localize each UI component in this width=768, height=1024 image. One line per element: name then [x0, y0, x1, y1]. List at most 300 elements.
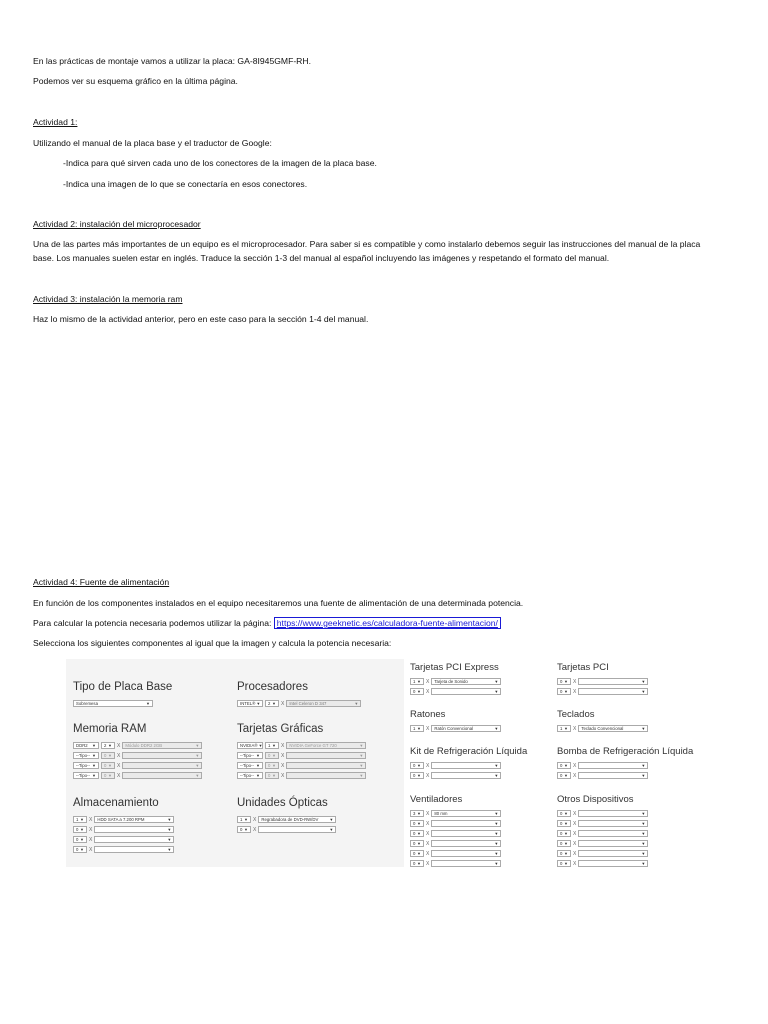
- ventiladores-qty-select-value: 0: [413, 851, 416, 856]
- chevron-down-icon: ▼: [417, 861, 421, 866]
- ventiladores-row: [410, 819, 550, 828]
- chevron-down-icon: ▼: [417, 773, 421, 778]
- chevron-down-icon: ▼: [272, 773, 276, 778]
- chevron-down-icon: ▼: [564, 841, 568, 846]
- bomba-model-select[interactable]: [578, 762, 648, 769]
- graficas-qty-select-value: 0: [268, 773, 271, 778]
- almacenamiento-row: [73, 845, 223, 854]
- times-symbol: X: [573, 830, 577, 837]
- ventiladores-row: [410, 849, 550, 858]
- graficas-type-select-value: --Tipo--: [240, 763, 254, 768]
- chevron-down-icon: ▼: [92, 743, 96, 748]
- chevron-down-icon: ▼: [272, 763, 276, 768]
- opticas-model-select-value: Regrabadora de DVD-RW/DV: [261, 817, 319, 822]
- almacenamiento-qty-select-value: 0: [76, 827, 79, 832]
- times-symbol: X: [426, 860, 430, 867]
- chevron-down-icon: ▼: [244, 817, 248, 822]
- bomba-qty-select-value: 0: [560, 763, 563, 768]
- almacenamiento-title: Almacenamiento: [73, 797, 159, 809]
- otros-row: [557, 849, 697, 858]
- ventiladores-title: Ventiladores: [410, 794, 463, 805]
- ram-type-select[interactable]: [73, 752, 99, 759]
- times-symbol: X: [281, 752, 285, 759]
- graficas-type-select[interactable]: [237, 742, 263, 749]
- chevron-down-icon: ▼: [195, 743, 200, 748]
- times-symbol: X: [117, 772, 121, 779]
- ram-qty-select[interactable]: [101, 752, 115, 759]
- opticas-qty-select-value: 1: [240, 817, 243, 822]
- almacenamiento-qty-select[interactable]: [73, 826, 87, 833]
- chevron-down-icon: ▼: [146, 701, 150, 706]
- ram-qty-select[interactable]: [101, 762, 115, 769]
- kit-qty-select-value: 0: [413, 763, 416, 768]
- chevron-down-icon: ▼: [564, 811, 568, 816]
- chevron-down-icon: ▼: [80, 847, 84, 852]
- times-symbol: X: [573, 850, 577, 857]
- otros-qty-select[interactable]: [557, 810, 571, 817]
- chevron-down-icon: ▼: [494, 726, 499, 731]
- chevron-down-icon: ▼: [167, 817, 172, 822]
- almacenamiento-row: [73, 835, 223, 844]
- ventiladores-qty-select[interactable]: [410, 860, 424, 867]
- graficas-row: [237, 741, 387, 750]
- kit-section: [410, 746, 555, 781]
- chevron-down-icon: ▼: [641, 861, 646, 866]
- times-symbol: X: [573, 860, 577, 867]
- times-symbol: X: [117, 752, 121, 759]
- chevron-down-icon: ▼: [92, 773, 96, 778]
- graficas-row: [237, 751, 387, 760]
- cpu-model-select[interactable]: Intel Celeron D 347 ▼: [286, 700, 361, 707]
- graficas-type-select[interactable]: [237, 772, 263, 779]
- graficas-qty-select[interactable]: [265, 742, 279, 749]
- chevron-down-icon: ▼: [417, 821, 421, 826]
- otros-qty-select[interactable]: [557, 830, 571, 837]
- pci-row: [557, 687, 697, 696]
- otros-qty-select-value: 0: [560, 811, 563, 816]
- ram-type-select-value: --Tipo--: [76, 753, 90, 758]
- chevron-down-icon: ▼: [258, 743, 263, 748]
- opticas-qty-select-value: 0: [240, 827, 243, 832]
- graficas-type-select-value: NVIDIA®: [240, 743, 258, 748]
- ventiladores-model-select[interactable]: [431, 830, 501, 837]
- chevron-down-icon: ▼: [494, 763, 499, 768]
- chevron-down-icon: ▼: [494, 841, 499, 846]
- chevron-down-icon: ▼: [417, 689, 421, 694]
- chevron-down-icon: ▼: [641, 851, 646, 856]
- almacenamiento-qty-select-value: 0: [76, 847, 79, 852]
- otros-qty-select[interactable]: [557, 840, 571, 847]
- graficas-qty-select-value: 1: [268, 743, 271, 748]
- chevron-down-icon: ▼: [256, 773, 260, 778]
- pcie-section: [410, 662, 550, 697]
- teclado-model-select[interactable]: Teclado Convencional ▼: [578, 725, 648, 732]
- graficas-section: [237, 723, 387, 781]
- ram-model-select[interactable]: [122, 742, 202, 749]
- act4-p2: [33, 617, 501, 629]
- times-symbol: X: [573, 772, 577, 779]
- chevron-down-icon: ▼: [641, 689, 646, 694]
- almacenamiento-qty-select[interactable]: [73, 816, 87, 823]
- ventiladores-qty-select[interactable]: [410, 830, 424, 837]
- chevron-down-icon: ▼: [256, 753, 260, 758]
- opticas-qty-select[interactable]: [237, 816, 251, 823]
- ram-model-select[interactable]: [122, 772, 202, 779]
- ram-row: [73, 751, 223, 760]
- chevron-down-icon: ▼: [564, 679, 568, 684]
- graficas-qty-select-value: 0: [268, 763, 271, 768]
- bomba-model-select[interactable]: [578, 772, 648, 779]
- chevron-down-icon: ▼: [272, 743, 276, 748]
- chevron-down-icon: ▼: [494, 773, 499, 778]
- ram-model-select-value: Módulo DDR2 2GB: [125, 743, 163, 748]
- ventiladores-row: [410, 839, 550, 848]
- otros-qty-select[interactable]: [557, 850, 571, 857]
- kit-qty-select[interactable]: [410, 762, 424, 769]
- opticas-row: [237, 815, 387, 824]
- pcie-model-select[interactable]: [431, 678, 501, 685]
- ram-model-select[interactable]: [122, 752, 202, 759]
- act1-intro: Utilizando el manual de la placa base y el traductor de Google:: [33, 138, 272, 148]
- ram-type-select-value: DDR2: [76, 743, 88, 748]
- otros-model-select[interactable]: [578, 860, 648, 867]
- ventiladores-qty-select-value: 0: [413, 831, 416, 836]
- act1-title: Actividad 1:: [33, 117, 78, 127]
- chevron-down-icon: ▼: [494, 679, 499, 684]
- otros-section: [557, 794, 697, 869]
- ventiladores-row: [410, 859, 550, 868]
- times-symbol: X: [281, 772, 285, 779]
- times-symbol: X: [426, 678, 430, 685]
- times-symbol: X: [253, 826, 257, 833]
- pci-model-select[interactable]: [578, 678, 648, 685]
- kit-model-select[interactable]: [431, 762, 501, 769]
- act3-title: Actividad 3: instalación la memoria ram: [33, 294, 183, 304]
- otros-model-select[interactable]: [578, 840, 648, 847]
- times-symbol: X: [573, 688, 577, 695]
- otros-qty-select[interactable]: [557, 820, 571, 827]
- almacenamiento-row: [73, 825, 223, 834]
- chevron-down-icon: ▼: [494, 811, 499, 816]
- ram-qty-select[interactable]: [101, 772, 115, 779]
- times-symbol: X: [253, 816, 257, 823]
- act1-item-1: -Indica para qué sirven cada uno de los conectores de la imagen de la placa base.: [63, 158, 377, 168]
- otros-row: [557, 819, 697, 828]
- pci-model-select[interactable]: [578, 688, 648, 695]
- chevron-down-icon: ▼: [92, 753, 96, 758]
- chevron-down-icon: ▼: [494, 689, 499, 694]
- pci-qty-select-value: 0: [560, 679, 563, 684]
- raton-qty-select[interactable]: 1 ▼: [410, 725, 424, 732]
- ratones-section: Ratones 1 ▼ X Ratón Convencional ▼: [410, 709, 550, 734]
- chevron-down-icon: ▼: [359, 743, 364, 748]
- kit-title: Kit de Refrigeración Líquida: [410, 746, 528, 757]
- almacenamiento-model-select[interactable]: [94, 816, 174, 823]
- teclados-section: Teclados 1 ▼ X Teclado Convencional ▼: [557, 709, 697, 734]
- teclado-qty-select[interactable]: 1 ▼: [557, 725, 571, 732]
- pcie-row: [410, 677, 550, 686]
- calculator-link[interactable]: https://www.geeknetic.es/calculadora-fuente-alimentacion/: [274, 617, 501, 629]
- graficas-type-select-value: --Tipo--: [240, 773, 254, 778]
- act4-p2-text: Para calcular la potencia necesaria podemos utilizar la página:: [33, 618, 272, 628]
- times-symbol: X: [426, 762, 430, 769]
- otros-row: [557, 829, 697, 838]
- ram-model-select[interactable]: [122, 762, 202, 769]
- chevron-down-icon: ▼: [641, 841, 646, 846]
- almacenamiento-qty-select[interactable]: [73, 836, 87, 843]
- chevron-down-icon: ▼: [417, 726, 421, 731]
- times-symbol: X: [426, 850, 430, 857]
- act3-body: Haz lo mismo de la actividad anterior, pero en este caso para la sección 1-4 del manual.: [33, 314, 369, 324]
- pcie-title: Tarjetas PCI Express: [410, 662, 499, 673]
- chevron-down-icon: ▼: [92, 763, 96, 768]
- pcie-qty-select-value: 0: [413, 689, 416, 694]
- kit-row: [410, 761, 555, 770]
- ventiladores-qty-select-value: 0: [413, 821, 416, 826]
- almacenamiento-model-select-value: HDD SATA a 7.200 RPM: [97, 817, 145, 822]
- times-symbol: X: [573, 840, 577, 847]
- bomba-title: Bomba de Refrigeración Líquida: [557, 746, 694, 757]
- chevron-down-icon: ▼: [417, 841, 421, 846]
- chevron-down-icon: ▼: [354, 701, 359, 706]
- graficas-row: [237, 761, 387, 770]
- bomba-row: [557, 771, 707, 780]
- chevron-down-icon: ▼: [564, 861, 568, 866]
- chevron-down-icon: ▼: [244, 827, 248, 832]
- chevron-down-icon: ▼: [564, 821, 568, 826]
- chevron-down-icon: ▼: [564, 689, 568, 694]
- act4-p3: Selecciona los siguientes componentes al igual que la imagen y calcula la potencia necesaria:: [33, 638, 392, 648]
- otros-qty-select-value: 0: [560, 821, 563, 826]
- graficas-model-select[interactable]: [286, 752, 366, 759]
- ventiladores-qty-select[interactable]: [410, 810, 424, 817]
- chevron-down-icon: ▼: [359, 763, 364, 768]
- opticas-model-select[interactable]: [258, 816, 336, 823]
- graficas-type-select[interactable]: [237, 762, 263, 769]
- ram-type-select[interactable]: [73, 762, 99, 769]
- bomba-section: [557, 746, 707, 781]
- ventiladores-qty-select[interactable]: [410, 840, 424, 847]
- raton-model-select[interactable]: Ratón Convencional ▼: [431, 725, 501, 732]
- ram-section: [73, 723, 223, 781]
- chevron-down-icon: ▼: [494, 851, 499, 856]
- times-symbol: X: [117, 742, 121, 749]
- chevron-down-icon: ▼: [80, 817, 84, 822]
- otros-qty-select-value: 0: [560, 861, 563, 866]
- chevron-down-icon: ▼: [417, 831, 421, 836]
- chevron-down-icon: ▼: [417, 679, 421, 684]
- ventiladores-qty-select[interactable]: [410, 850, 424, 857]
- otros-model-select[interactable]: [578, 820, 648, 827]
- almacenamiento-model-select[interactable]: [94, 846, 174, 853]
- ram-qty-select[interactable]: [101, 742, 115, 749]
- bomba-qty-select-value: 0: [560, 773, 563, 778]
- graficas-model-select-value: NVIDIA GeForce GT 720: [289, 743, 337, 748]
- pci-qty-select[interactable]: [557, 688, 571, 695]
- graficas-model-select[interactable]: [286, 762, 366, 769]
- pci-qty-select-value: 0: [560, 689, 563, 694]
- graficas-qty-select[interactable]: [265, 772, 279, 779]
- times-symbol: X: [426, 810, 430, 817]
- ram-type-select[interactable]: [73, 742, 99, 749]
- ventiladores-row: [410, 809, 550, 818]
- bomba-row: [557, 761, 707, 770]
- graficas-qty-select[interactable]: [265, 762, 279, 769]
- otros-qty-select-value: 0: [560, 851, 563, 856]
- times-symbol: X: [573, 678, 577, 685]
- pcie-qty-select[interactable]: [410, 688, 424, 695]
- chevron-down-icon: ▼: [272, 701, 276, 706]
- chevron-down-icon: ▼: [564, 831, 568, 836]
- otros-qty-select-value: 0: [560, 841, 563, 846]
- times-symbol: X: [426, 820, 430, 827]
- placa-section: [73, 681, 223, 709]
- act2-title: Actividad 2: instalación del microprocesador: [33, 219, 201, 229]
- chevron-down-icon: ▼: [564, 851, 568, 856]
- ventiladores-qty-select-value: 3: [413, 811, 416, 816]
- ram-title: Memoria RAM: [73, 723, 147, 735]
- bomba-qty-select[interactable]: [557, 762, 571, 769]
- chevron-down-icon: ▼: [108, 773, 112, 778]
- chevron-down-icon: ▼: [417, 811, 421, 816]
- act4-p1: En función de los componentes instalados en el equipo necesitaremos una fuente de alimentación de una determinada potencia.: [33, 598, 524, 608]
- almacenamiento-model-select[interactable]: [94, 836, 174, 843]
- ram-qty-select-value: 0: [104, 763, 107, 768]
- chevron-down-icon: ▼: [494, 861, 499, 866]
- chevron-down-icon: ▼: [641, 763, 646, 768]
- otros-model-select[interactable]: [578, 830, 648, 837]
- almacenamiento-qty-select-value: 1: [76, 817, 79, 822]
- pci-section: [557, 662, 697, 697]
- chevron-down-icon: ▼: [641, 679, 646, 684]
- ram-row: [73, 761, 223, 770]
- chevron-down-icon: ▼: [641, 821, 646, 826]
- graficas-qty-select-value: 0: [268, 753, 271, 758]
- bomba-qty-select[interactable]: [557, 772, 571, 779]
- graficas-qty-select[interactable]: [265, 752, 279, 759]
- graficas-row: [237, 771, 387, 780]
- chevron-down-icon: ▼: [359, 773, 364, 778]
- ventiladores-row: [410, 829, 550, 838]
- kit-model-select[interactable]: [431, 772, 501, 779]
- ram-qty-select-value: 0: [104, 773, 107, 778]
- chevron-down-icon: ▼: [80, 827, 84, 832]
- pcie-row: [410, 687, 550, 696]
- times-symbol: X: [573, 810, 577, 817]
- otros-row: [557, 839, 697, 848]
- cpu-qty-select[interactable]: 2 ▼: [265, 700, 279, 707]
- ventiladores-section: [410, 794, 550, 869]
- chevron-down-icon: ▼: [641, 773, 646, 778]
- otros-qty-select-value: 0: [560, 831, 563, 836]
- pci-qty-select[interactable]: [557, 678, 571, 685]
- cpu-brand-select[interactable]: INTEL® ▼: [237, 700, 263, 707]
- otros-row: [557, 859, 697, 868]
- almacenamiento-qty-select[interactable]: [73, 846, 87, 853]
- almacenamiento-qty-select-value: 0: [76, 837, 79, 842]
- ram-row: [73, 771, 223, 780]
- ram-type-select[interactable]: [73, 772, 99, 779]
- times-symbol: X: [426, 840, 430, 847]
- graficas-type-select[interactable]: [237, 752, 263, 759]
- chevron-down-icon: ▼: [167, 837, 172, 842]
- chevron-down-icon: ▼: [108, 753, 112, 758]
- chevron-down-icon: ▼: [564, 726, 568, 731]
- opticas-section: [237, 797, 387, 835]
- otros-qty-select[interactable]: [557, 860, 571, 867]
- graficas-type-select-value: --Tipo--: [240, 753, 254, 758]
- placa-select[interactable]: Sobremesa ▼: [73, 700, 153, 707]
- almacenamiento-model-select[interactable]: [94, 826, 174, 833]
- ventiladores-qty-select-value: 0: [413, 861, 416, 866]
- chevron-down-icon: ▼: [256, 701, 261, 706]
- times-symbol: X: [426, 772, 430, 779]
- intro-line-2: Podemos ver su esquema gráfico en la última página.: [33, 76, 238, 86]
- kit-row: [410, 771, 555, 780]
- graficas-model-select[interactable]: [286, 772, 366, 779]
- times-symbol: X: [426, 830, 430, 837]
- power-calculator-panel: [66, 659, 711, 867]
- times-symbol: X: [573, 762, 577, 769]
- graficas-model-select[interactable]: [286, 742, 366, 749]
- ventiladores-model-select[interactable]: [431, 810, 501, 817]
- chevron-down-icon: ▼: [195, 753, 200, 758]
- procesadores-section: Procesadores INTEL® ▼ 2 ▼ X Intel Celeron D 347 ▼: [237, 681, 387, 709]
- pcie-model-select[interactable]: [431, 688, 501, 695]
- pcie-qty-select[interactable]: [410, 678, 424, 685]
- ram-type-select-value: --Tipo--: [76, 773, 90, 778]
- chevron-down-icon: ▼: [167, 827, 172, 832]
- ventiladores-model-select[interactable]: [431, 860, 501, 867]
- kit-qty-select[interactable]: [410, 772, 424, 779]
- chevron-down-icon: ▼: [195, 763, 200, 768]
- chevron-down-icon: ▼: [417, 763, 421, 768]
- opticas-row: [237, 825, 387, 834]
- ventiladores-qty-select[interactable]: [410, 820, 424, 827]
- otros-row: [557, 809, 697, 818]
- kit-qty-select-value: 0: [413, 773, 416, 778]
- ventiladores-model-select[interactable]: [431, 850, 501, 857]
- ram-type-select-value: --Tipo--: [76, 763, 90, 768]
- chevron-down-icon: ▼: [641, 811, 646, 816]
- times-symbol: X: [117, 762, 121, 769]
- ventiladores-model-select[interactable]: [431, 820, 501, 827]
- ventiladores-model-select[interactable]: [431, 840, 501, 847]
- times-symbol: X: [89, 816, 93, 823]
- ram-row: [73, 741, 223, 750]
- chevron-down-icon: ▼: [564, 763, 568, 768]
- ventiladores-model-select-value: 80 mm: [434, 811, 448, 816]
- times-symbol: X: [89, 846, 93, 853]
- times-symbol: X: [573, 820, 577, 827]
- chevron-down-icon: ▼: [494, 831, 499, 836]
- otros-title: Otros Dispositivos: [557, 794, 634, 805]
- otros-model-select[interactable]: [578, 810, 648, 817]
- chevron-down-icon: ▼: [256, 763, 260, 768]
- chevron-down-icon: ▼: [108, 743, 112, 748]
- times-symbol: X: [426, 688, 430, 695]
- chevron-down-icon: ▼: [417, 851, 421, 856]
- otros-model-select[interactable]: [578, 850, 648, 857]
- chevron-down-icon: ▼: [494, 821, 499, 826]
- opticas-qty-select[interactable]: [237, 826, 251, 833]
- chevron-down-icon: ▼: [195, 773, 200, 778]
- opticas-title: Unidades Ópticas: [237, 797, 328, 809]
- chevron-down-icon: ▼: [80, 837, 84, 842]
- opticas-model-select[interactable]: [258, 826, 336, 833]
- placa-title: Tipo de Placa Base: [73, 681, 173, 693]
- pcie-model-select-value: Tarjeta de Sonido: [434, 679, 468, 684]
